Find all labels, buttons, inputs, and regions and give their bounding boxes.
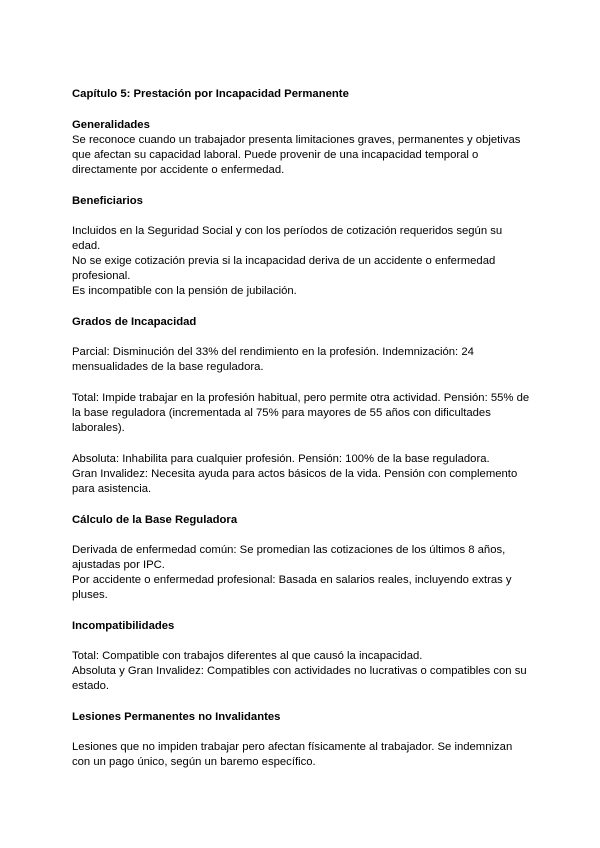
section-grados — [72, 315, 532, 497]
section-calculo — [72, 513, 532, 603]
section-lesiones — [72, 710, 532, 770]
section-heading-incompatibilidades: Incompatibilidades — [72, 620, 175, 632]
section-beneficiarios — [72, 194, 532, 299]
paragraph-calculo-comun: Derivada de enfermedad común: Se promedian las cotizaciones de los últimos 8 años, ajustadas por IPC. — [72, 544, 506, 571]
paragraph-beneficiarios-2: No se exige cotización previa si la incapacidad deriva de un accidente o enfermedad profesional. — [72, 255, 496, 282]
paragraph-beneficiarios-3: Es incompatible con la pensión de jubilación. — [72, 285, 297, 297]
paragraph-incompat-total: Total: Compatible con trabajos diferentes al que causó la incapacidad. — [72, 650, 423, 662]
section-heading-grados: Grados de Incapacidad — [72, 316, 197, 328]
chapter-title: Capítulo 5: Prestación por Incapacidad Permanente — [72, 88, 349, 100]
section-heading-generalidades: Generalidades — [72, 119, 150, 131]
paragraph-grado-absoluta: Absoluta: Inhabilita para cualquier profesión. Pensión: 100% de la base reguladora. — [72, 453, 490, 465]
document-body — [72, 87, 532, 770]
section-heading-lesiones: Lesiones Permanentes no Invalidantes — [72, 711, 281, 723]
section-incompatibilidades — [72, 619, 532, 694]
paragraph-grado-parcial: Parcial: Disminución del 33% del rendimiento en la profesión. Indemnización: 24 mensualidades de la base reguladora. — [72, 346, 474, 373]
paragraph-calculo-accidente: Por accidente o enfermedad profesional: Basada en salarios reales, incluyendo extras y pluses. — [72, 574, 512, 601]
paragraph-lesiones: Lesiones que no impiden trabajar pero afectan físicamente al trabajador. Se indemnizan con un pago único, según un baremo específico. — [72, 741, 513, 768]
paragraph-beneficiarios-1: Incluidos en la Seguridad Social y con los períodos de cotización requeridos según su edad. — [72, 225, 503, 252]
paragraph-incompat-absoluta: Absoluta y Gran Invalidez: Compatibles con actividades no lucrativas o compatibles con su estado. — [72, 665, 527, 692]
section-heading-calculo: Cálculo de la Base Reguladora — [72, 514, 238, 526]
section-heading-beneficiarios: Beneficiarios — [72, 195, 143, 207]
section-generalidades — [72, 118, 532, 178]
paragraph-generalidades: Se reconoce cuando un trabajador presenta limitaciones graves, permanentes y objetivas que afectan su capacidad laboral. Puede provenir de una incapacidad temporal o directamente por accidente o enfermedad. — [72, 134, 521, 176]
paragraph-grado-gran-invalidez: Gran Invalidez: Necesita ayuda para actos básicos de la vida. Pensión con complemento para asistencia. — [72, 468, 518, 495]
paragraph-grado-total: Total: Impide trabajar en la profesión habitual, pero permite otra actividad. Pensión: 55% de la base reguladora (incrementada al 75% para mayores de 55 años con dificultades laborales). — [72, 392, 530, 434]
